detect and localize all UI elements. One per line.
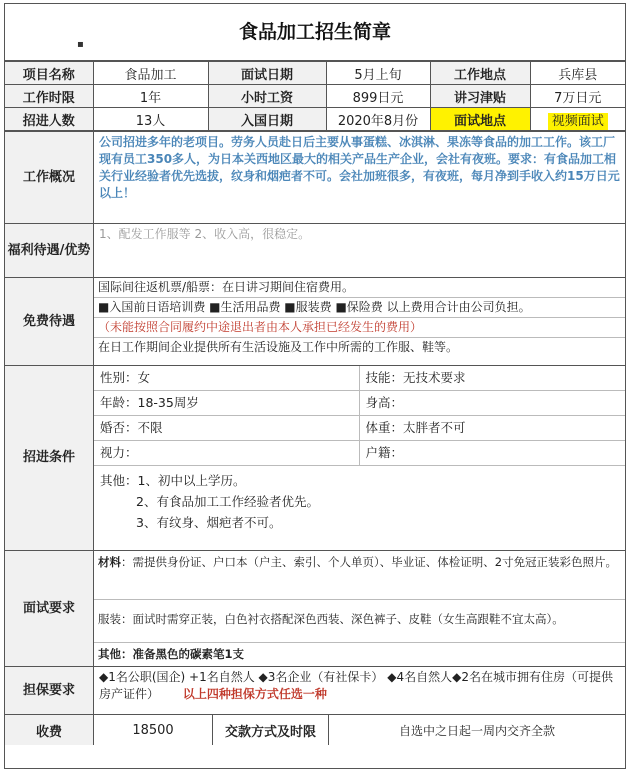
conditions-body (94, 366, 625, 550)
interview-materials (94, 551, 625, 600)
conditions-grid (94, 366, 625, 466)
fee-value: 18500 (94, 715, 213, 745)
cell-label: 面试日期 (208, 62, 326, 85)
interview-dress: 服装：面试时需穿正装，白色衬衣搭配深色西装、深色裤子、皮鞋（女生高跟鞋不宜太高）。 (94, 600, 625, 643)
cell-value: 兵库县 (530, 62, 625, 85)
interview-label: 面试要求 (5, 551, 94, 666)
cell-label: 入国日期 (208, 108, 326, 131)
table-row (5, 62, 625, 85)
cond-cell: 体重：太胖者不可 (360, 416, 626, 441)
cell-value: 13人 (93, 108, 208, 131)
cell-label: 工作时限 (5, 85, 93, 108)
pay-label: 交款方式及时限 (213, 715, 329, 745)
interview-mode-badge: 视频面试 (548, 113, 608, 130)
free-label: 免费待遇 (5, 278, 94, 365)
cond-cell: 年龄：18-35周岁 (94, 391, 360, 416)
cell-label: 小时工资 (208, 85, 326, 108)
overview-text: 公司招进多年的老项目。劳务人员赴日后主要从事蛋糕、冰淇淋、果冻等食品的加工工作。该工厂现有员工350多人，为日本关西地区最大的相关产品生产企业，会社有夜班。要求：有食品加工相关行业经验者优先选拔，纹身和烟疤者不可。会社加班很多，有夜班，每月净到手收入约15万日元以上！ (99, 135, 620, 200)
cell-label: 招进人数 (5, 108, 93, 131)
cond-other-line: 3、有纹身、烟疤者不可。 (136, 515, 282, 530)
cond-other-line: 其他：1、初中以上学历。 (100, 473, 246, 488)
free-line: 在日工作期间企业提供所有生活设施及工作中所需的工作服、鞋等。 (98, 340, 459, 354)
cond-cell: 技能：无技术要求 (360, 366, 626, 391)
guarantee-label: 担保要求 (5, 667, 94, 714)
recruitment-sheet (4, 3, 626, 769)
fee-row (5, 714, 625, 745)
overview-section (5, 131, 625, 223)
free-line: 国际间往返机票/船票：在日讲习期间住宿费用。 (94, 278, 625, 298)
free-lines (94, 278, 625, 365)
conditions-label: 招进条件 (5, 366, 94, 550)
cell-value: 1年 (93, 85, 208, 108)
page-title (5, 4, 625, 61)
fee-label: 收费 (5, 715, 94, 745)
cell-value: 899日元 (326, 85, 430, 108)
free-benefits-section (5, 277, 625, 365)
interview-section (5, 550, 625, 666)
cond-cell: 性别：女 (94, 366, 360, 391)
guarantee-section (5, 666, 625, 714)
cond-cell: 身高： (360, 391, 626, 416)
cell-label: 面试地点 (430, 108, 530, 131)
welfare-section (5, 223, 625, 277)
interview-other: 其他：准备黑色的碳素笔1支 (98, 647, 245, 661)
materials-text: ：需提供身份证、户口本（户主、索引、个人单页）、毕业证、体检证明、2寸免冠正装彩色照片。 (121, 555, 618, 569)
guarantee-note: 以上四种担保方式任选一种 (182, 687, 327, 701)
cond-cell: 视力： (94, 441, 360, 466)
cell-value: 5月上旬 (326, 62, 430, 85)
welfare-label: 福利待遇/优势 (5, 224, 94, 277)
cell-value: 7万日元 (530, 85, 625, 108)
cond-other-line: 2、有食品加工工作经验者优先。 (136, 494, 319, 509)
cond-cell: 婚否：不限 (94, 416, 360, 441)
free-line-note: （未能按照合同履约中途退出者由本人承担已经发生的费用） (94, 318, 625, 338)
welfare-text: 1、配发工作服等 2、收入高，很稳定。 (99, 227, 311, 241)
cell-label: 工作地点 (430, 62, 530, 85)
cond-cell: 户籍： (360, 441, 626, 466)
guarantee-text: ◆1名公职(国企) +1名自然人 ◆3名企业（有社保卡） ◆4名自然人◆2名在城市拥有住房（可提供房产证件） (99, 670, 613, 701)
table-row (5, 108, 625, 131)
overview-label: 工作概况 (5, 132, 94, 223)
guarantee-body (94, 667, 625, 714)
cell-value: 2020年8月份 (326, 108, 430, 131)
cell-value (530, 108, 625, 131)
title-mark: ▪ (77, 39, 84, 50)
title-text: 食品加工招生简章 (238, 21, 391, 43)
cond-other (94, 466, 625, 537)
conditions-section (5, 365, 625, 550)
info-table (5, 61, 625, 131)
materials-key: 材料 (98, 555, 121, 569)
cell-label: 项目名称 (5, 62, 93, 85)
cell-value: 食品加工 (93, 62, 208, 85)
interview-body (94, 551, 625, 666)
cell-label: 讲习津贴 (430, 85, 530, 108)
table-row (5, 85, 625, 108)
pay-value: 自选中之日起一周内交齐全款 (398, 723, 555, 738)
free-line: ■入国前日语培训费 ■生活用品费 ■服装费 ■保险费 以上费用合计由公司负担。 (94, 298, 625, 318)
